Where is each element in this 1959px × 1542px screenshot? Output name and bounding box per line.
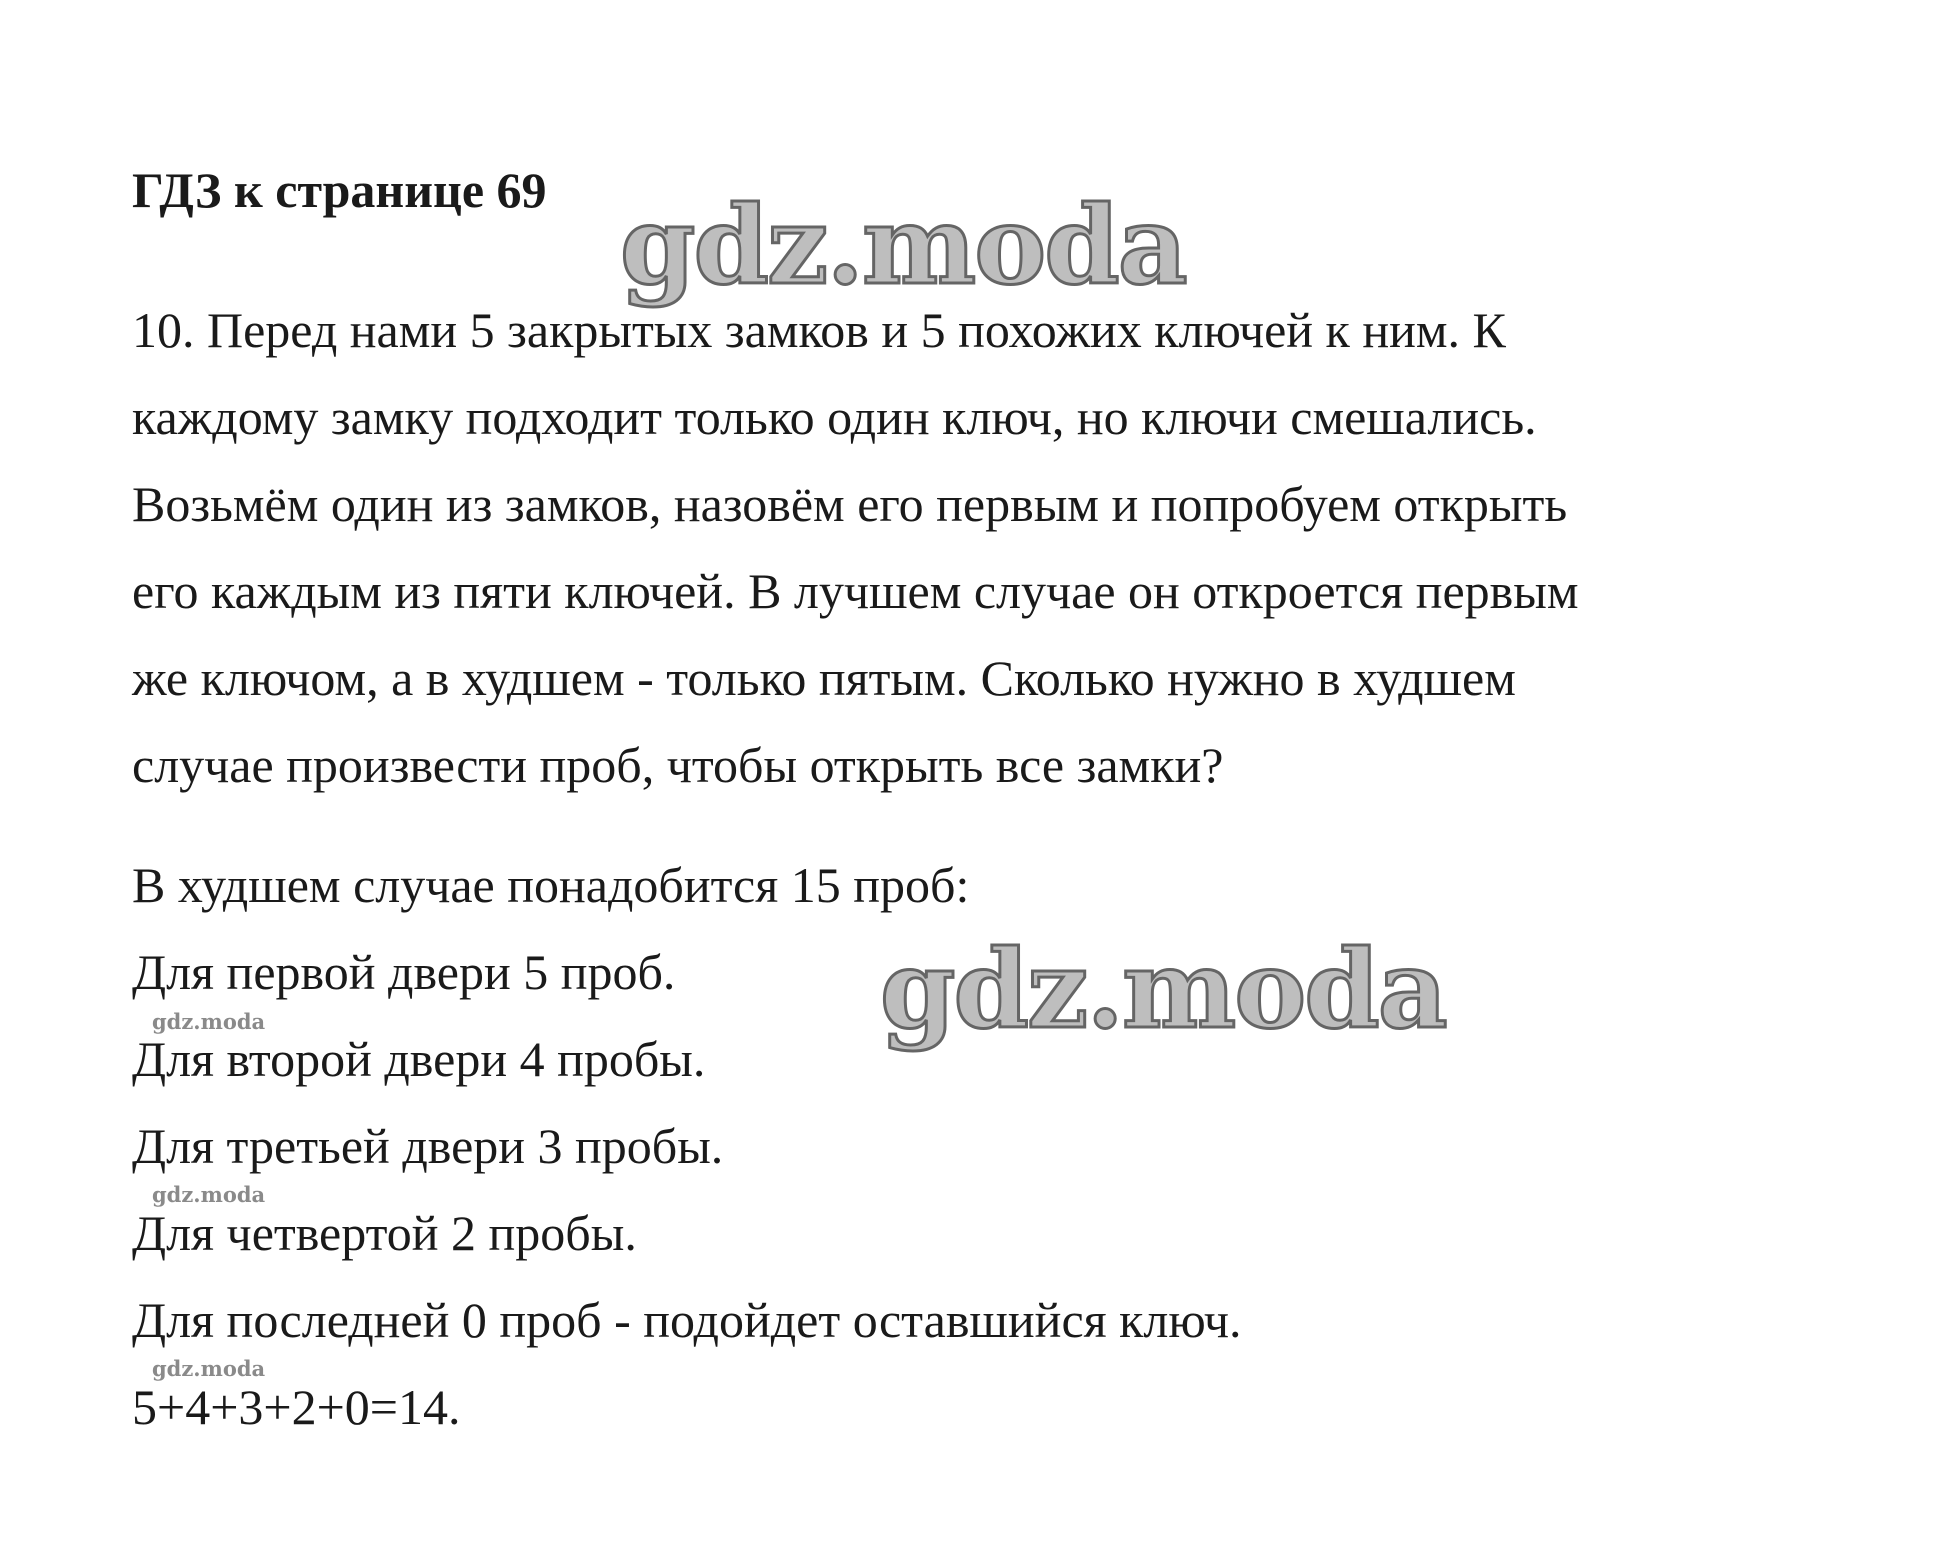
answer-line: В худшем случае понадобится 15 проб: — [132, 857, 970, 913]
problem-line: Возьмём один из замков, назовём его первым и попробуем открыть — [132, 476, 1568, 532]
problem-line: 10. Перед нами 5 закрытых замков и 5 похожих ключей к ним. К — [132, 302, 1506, 358]
watermark-large: gdz.moda — [880, 927, 1446, 1053]
problem-line: случае произвести проб, чтобы открыть все замки? — [132, 737, 1224, 793]
problem-line: каждому замку подходит только один ключ, но ключи смешались. — [132, 389, 1537, 445]
watermark-large: gdz.moda — [620, 183, 1186, 309]
watermark-small: gdz.moda — [152, 1182, 266, 1207]
watermark-small: gdz.moda — [152, 1356, 266, 1381]
answer-line: Для первой двери 5 проб. — [132, 944, 676, 1000]
answer-line: 5+4+3+2+0=14. — [132, 1379, 461, 1435]
answer-line: Для второй двери 4 пробы. — [132, 1031, 706, 1087]
answer-line: Для последней 0 проб - подойдет оставшийся ключ. — [132, 1292, 1242, 1348]
answer-line: Для четвертой 2 пробы. — [132, 1205, 637, 1261]
answer-line: Для третьей двери 3 пробы. — [132, 1118, 724, 1174]
problem-line: его каждым из пяти ключей. В лучшем случае он откроется первым — [132, 563, 1579, 619]
problem-line: же ключом, а в худшем - только пятым. Сколько нужно в худшем — [132, 650, 1516, 706]
watermark-small: gdz.moda — [152, 1009, 266, 1034]
page-heading: ГДЗ к странице 69 — [132, 162, 547, 218]
